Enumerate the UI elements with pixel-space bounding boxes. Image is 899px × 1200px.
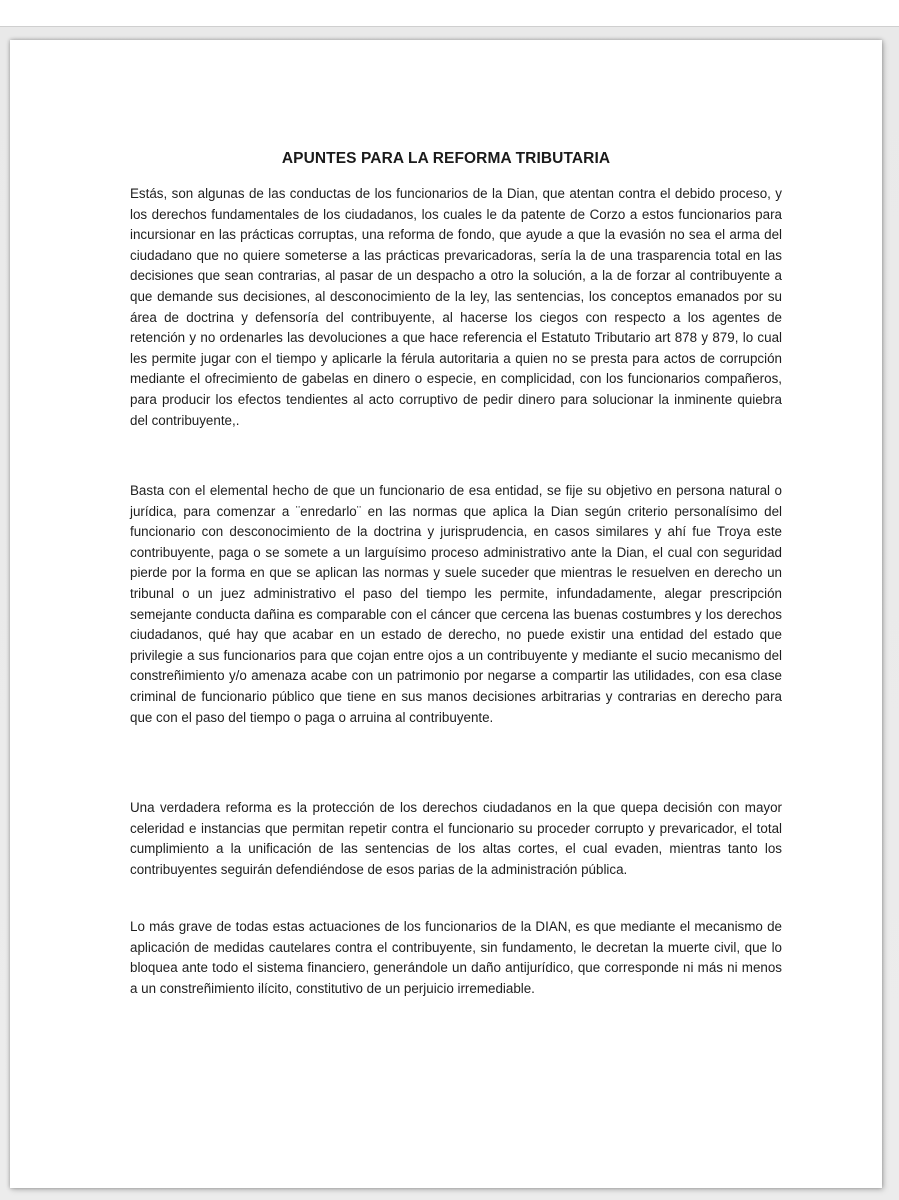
- document-page: [10, 40, 882, 1188]
- paragraph-1: Estás, son algunas de las conductas de los funcionarios de la Dian, que atentan contra el debido proceso, y los derechos fundamentales de los ciudadanos, los cuales le da patente de Corzo a estos funcionarios para incursionar en las prácticas corruptas, una reforma de fondo, que ayude a que la evasión no sea el arma del ciudadano que no quiere someterse a las prácticas prevaricadoras, sería la de una trasparencia total en las decisiones que sean contrarias, al pasar de un despacho a otro la solución, a la de forzar al contribuyente a que demande sus decisiones, al desconocimiento de la ley, las sentencias, los conceptos emanados por su área de doctrina y defensoría del contribuyente, al hacerse los ciegos con respecto a los agentes de retención y no ordenarles las devoluciones a que hace referencia el Estatuto Tributario art 878 y 879, lo cual les permite jugar con el tiempo y aplicarle la férula autoritaria a quien no se presta para actos de corrupción mediante el ofrecimiento de gabelas en dinero o especie, en complicidad, con los funcionarios compañeros, para producir los efectos tendientes al acto corruptivo de pedir dinero para solucionar la inminente quiebra del contribuyente,.: [130, 186, 782, 428]
- paragraph-3: Una verdadera reforma es la protección de los derechos ciudadanos en la que quepa decisión con mayor celeridad e instancias que permitan repetir contra el funcionario su proceder corrupto y prevaricador, el total cumplimiento a la unificación de las sentencias de los altas cortes, el cual evaden, mientras tanto los contribuyentes seguirán defendiéndose de esos parias de la administración pública.: [130, 800, 782, 877]
- document-title: APUNTES PARA LA REFORMA TRIBUTARIA: [281, 150, 611, 167]
- paragraph-2: Basta con el elemental hecho de que un funcionario de esa entidad, se fije su objetivo en persona natural o jurídica, para comenzar a ¨enredarlo¨ en las normas que aplica la Dian según criterio personalísimo del funcionario con desconocimiento de la doctrina y jurisprudencia, en casos similares y ahí fue Troya este contribuyente, paga o se somete a un larguísimo proceso administrativo ante la Dian, el cual con seguridad pierde por la forma en que se aplican las normas y suele suceder que mientras le resuelven en derecho un tribunal o un juez administrativo el paso del tiempo les permite, infundadamente, alegar prescripción semejante conducta dañina es comparable con el cáncer que cercena las buenas costumbres y los derechos ciudadanos, qué hay que acabar en un estado de derecho, no puede existir una entidad del estado que privilegie a sus funcionarios para que cojan entre ojos a un contribuyente y mediante el sucio mecanismo del constreñimiento y/o amenaza acabe con un patrimonio por negarse a compartir las utilidades, con esa clase criminal de funcionario público que tiene en sus manos decisiones arbitrarias y contrarias en derecho para que con el paso del tiempo o paga o arruina al contribuyente.: [130, 483, 782, 725]
- paragraph-4: Lo más grave de todas estas actuaciones de los funcionarios de la DIAN, es que mediante el mecanismo de aplicación de medidas cautelares contra el contribuyente, sin fundamento, le decretan la muerte civil, que lo bloquea ante todo el sistema financiero, generándole un daño antijurídico, que corresponde ni más ni menos a un constreñimiento ilícito, constitutivo de un perjuicio irremediable.: [130, 919, 782, 996]
- top-bar: [0, 0, 899, 27]
